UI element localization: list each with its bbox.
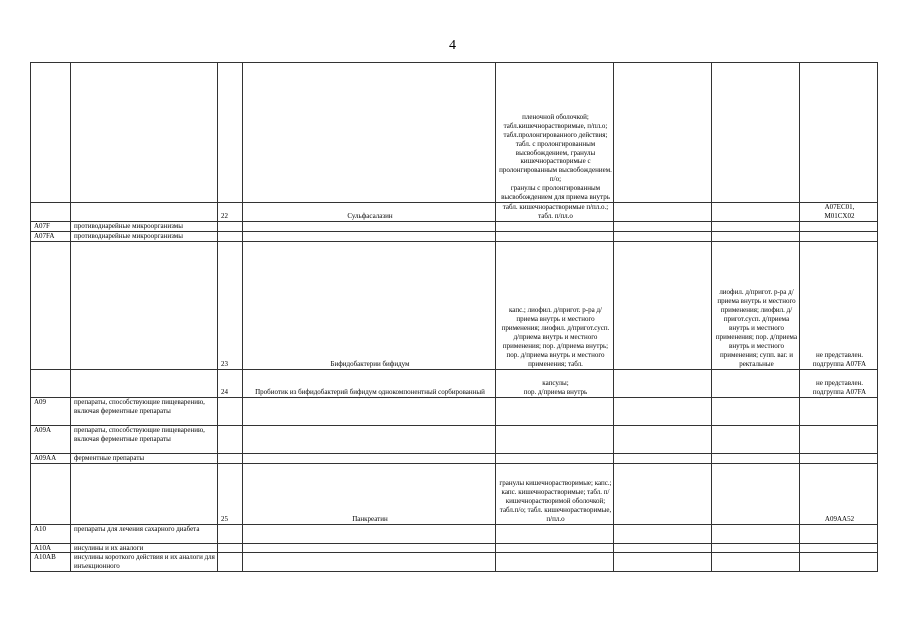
column-6-cell <box>614 524 712 543</box>
drug-name-cell <box>243 553 496 572</box>
group-name-cell <box>71 463 218 524</box>
column-7-cell <box>712 543 800 553</box>
column-6-cell <box>614 553 712 572</box>
drug-name-cell: Бифидобактерии бифидум <box>243 241 496 369</box>
drug-list-table <box>30 62 878 572</box>
column-6-cell <box>614 203 712 222</box>
drug-name-cell <box>243 231 496 241</box>
atc-ref-cell: A07EC01, M01CX02 <box>800 203 878 222</box>
column-6-cell <box>614 397 712 425</box>
atc-ref-cell <box>800 425 878 453</box>
atc-code-cell: A10AB <box>31 553 71 572</box>
atc-code-cell <box>31 241 71 369</box>
atc-ref-cell <box>800 221 878 231</box>
column-7-cell <box>712 553 800 572</box>
group-name-cell <box>71 369 218 397</box>
table-row <box>31 463 878 524</box>
column-6-cell <box>614 425 712 453</box>
item-number-cell <box>218 453 243 463</box>
drug-name-cell <box>243 543 496 553</box>
atc-ref-cell <box>800 543 878 553</box>
column-7-cell <box>712 524 800 543</box>
group-name-cell: противодиарейные микроорганизмы <box>71 221 218 231</box>
atc-ref-cell <box>800 453 878 463</box>
atc-code-cell: A10 <box>31 524 71 543</box>
drug-name-cell <box>243 397 496 425</box>
column-6-cell <box>614 231 712 241</box>
group-name-cell: препараты для лечения сахарного диабета <box>71 524 218 543</box>
item-number-cell <box>218 397 243 425</box>
item-number-cell <box>218 231 243 241</box>
item-number-cell <box>218 553 243 572</box>
item-number-cell: 25 <box>218 463 243 524</box>
atc-code-cell: A07FA <box>31 231 71 241</box>
dosage-form-cell <box>496 553 614 572</box>
dosage-form-cell <box>496 453 614 463</box>
dosage-form-cell <box>496 221 614 231</box>
dosage-form-cell <box>496 397 614 425</box>
atc-ref-cell <box>800 231 878 241</box>
dosage-form-cell <box>496 425 614 453</box>
atc-code-cell <box>31 463 71 524</box>
table-row <box>31 63 878 203</box>
column-7-cell <box>712 397 800 425</box>
column-6-cell <box>614 241 712 369</box>
drug-name-cell <box>243 524 496 543</box>
column-6-cell <box>614 453 712 463</box>
atc-code-cell: A09 <box>31 397 71 425</box>
column-7-cell <box>712 231 800 241</box>
group-name-cell: ферментные препараты <box>71 453 218 463</box>
column-6-cell <box>614 63 712 203</box>
table-row <box>31 425 878 453</box>
drug-name-cell <box>243 221 496 231</box>
table-row <box>31 543 878 553</box>
group-name-cell <box>71 203 218 222</box>
column-7-cell <box>712 221 800 231</box>
atc-code-cell <box>31 63 71 203</box>
column-7-cell <box>712 463 800 524</box>
column-7-cell <box>712 369 800 397</box>
table-row <box>31 231 878 241</box>
table-row <box>31 203 878 222</box>
page-number: 4 <box>449 38 456 53</box>
table-row <box>31 369 878 397</box>
atc-code-cell: A09A <box>31 425 71 453</box>
dosage-form-cell: гранулы кишечнорастворимые; капс.; капс. кишечнорастворимые; табл. п/кишечнорастворимой оболочкой; табл.п/о; табл. кишечнорастворимые, п/пл.о <box>496 463 614 524</box>
dosage-form-cell <box>496 524 614 543</box>
column-6-cell <box>614 463 712 524</box>
group-name-cell: противодиарейные микроорганизмы <box>71 231 218 241</box>
column-7-cell <box>712 453 800 463</box>
atc-ref-cell: A09AA52 <box>800 463 878 524</box>
atc-ref-cell <box>800 524 878 543</box>
atc-ref-cell <box>800 553 878 572</box>
atc-ref-cell: не представлен. подгруппа A07FA <box>800 369 878 397</box>
drug-name-cell <box>243 63 496 203</box>
drug-name-cell <box>243 453 496 463</box>
item-number-cell: 23 <box>218 241 243 369</box>
atc-ref-cell: не представлен. подгруппа A07FA <box>800 241 878 369</box>
drug-name-cell: Пробиотик из бифидобактерий бифидум однокомпонентный сорбированный <box>243 369 496 397</box>
group-name-cell: инсулины короткого действия и их аналоги для инъекционного <box>71 553 218 572</box>
item-number-cell: 24 <box>218 369 243 397</box>
group-name-cell: инсулины и их аналоги <box>71 543 218 553</box>
column-6-cell <box>614 221 712 231</box>
atc-code-cell <box>31 203 71 222</box>
table-row <box>31 553 878 572</box>
atc-code-cell: A09AA <box>31 453 71 463</box>
table-row <box>31 453 878 463</box>
column-7-cell <box>712 425 800 453</box>
dosage-form-cell: капс.; лиофил. д/пригот. р-ра д/приема внутрь и местного применения; лиофил. д/пригот.сусп. д/приема внутрь и местного применения; пор. д/приема внутрь; пор. д/приема внутрь и местного применения; табл. <box>496 241 614 369</box>
drug-name-cell: Панкреатин <box>243 463 496 524</box>
atc-code-cell: A07F <box>31 221 71 231</box>
drug-name-cell: Сульфасалазин <box>243 203 496 222</box>
dosage-form-cell: капсулы; пор. д/приема внутрь <box>496 369 614 397</box>
group-name-cell: препараты, способствующие пищеварению, включая ферментные препараты <box>71 425 218 453</box>
drug-name-cell <box>243 425 496 453</box>
group-name-cell: препараты, способствующие пищеварению, включая ферментные препараты <box>71 397 218 425</box>
column-6-cell <box>614 543 712 553</box>
column-7-cell: лиофил. д/пригот. р-ра д/приема внутрь и местного применения; лиофил. д/пригот.сусп. д/приема внутрь и местного применения; пор. д/приема внутрь и местного применения; супп. ваг. и ректальные <box>712 241 800 369</box>
atc-code-cell <box>31 369 71 397</box>
group-name-cell <box>71 241 218 369</box>
table-row <box>31 221 878 231</box>
group-name-cell <box>71 63 218 203</box>
atc-ref-cell <box>800 397 878 425</box>
item-number-cell: 22 <box>218 203 243 222</box>
item-number-cell <box>218 524 243 543</box>
table-row <box>31 524 878 543</box>
column-7-cell <box>712 63 800 203</box>
dosage-form-cell <box>496 231 614 241</box>
dosage-form-cell <box>496 543 614 553</box>
table-row <box>31 241 878 369</box>
atc-ref-cell <box>800 63 878 203</box>
item-number-cell <box>218 543 243 553</box>
item-number-cell <box>218 63 243 203</box>
dosage-form-cell: табл. кишечнорастворимые п/пл.о.; табл. п/пл.о <box>496 203 614 222</box>
column-6-cell <box>614 369 712 397</box>
item-number-cell <box>218 221 243 231</box>
dosage-form-cell: пленочной оболочкой; табл.кишечнорастворимые, п/пл.о; табл.пролонгированного действия; табл. с пролонгированным высвобождением, гранулы кишечнорастворимые с пролонгированным высвобождением. п/о; гранулы с пролонгированным высвобождением для приема внутрь <box>496 63 614 203</box>
item-number-cell <box>218 425 243 453</box>
atc-code-cell: A10A <box>31 543 71 553</box>
column-7-cell <box>712 203 800 222</box>
table-row <box>31 397 878 425</box>
